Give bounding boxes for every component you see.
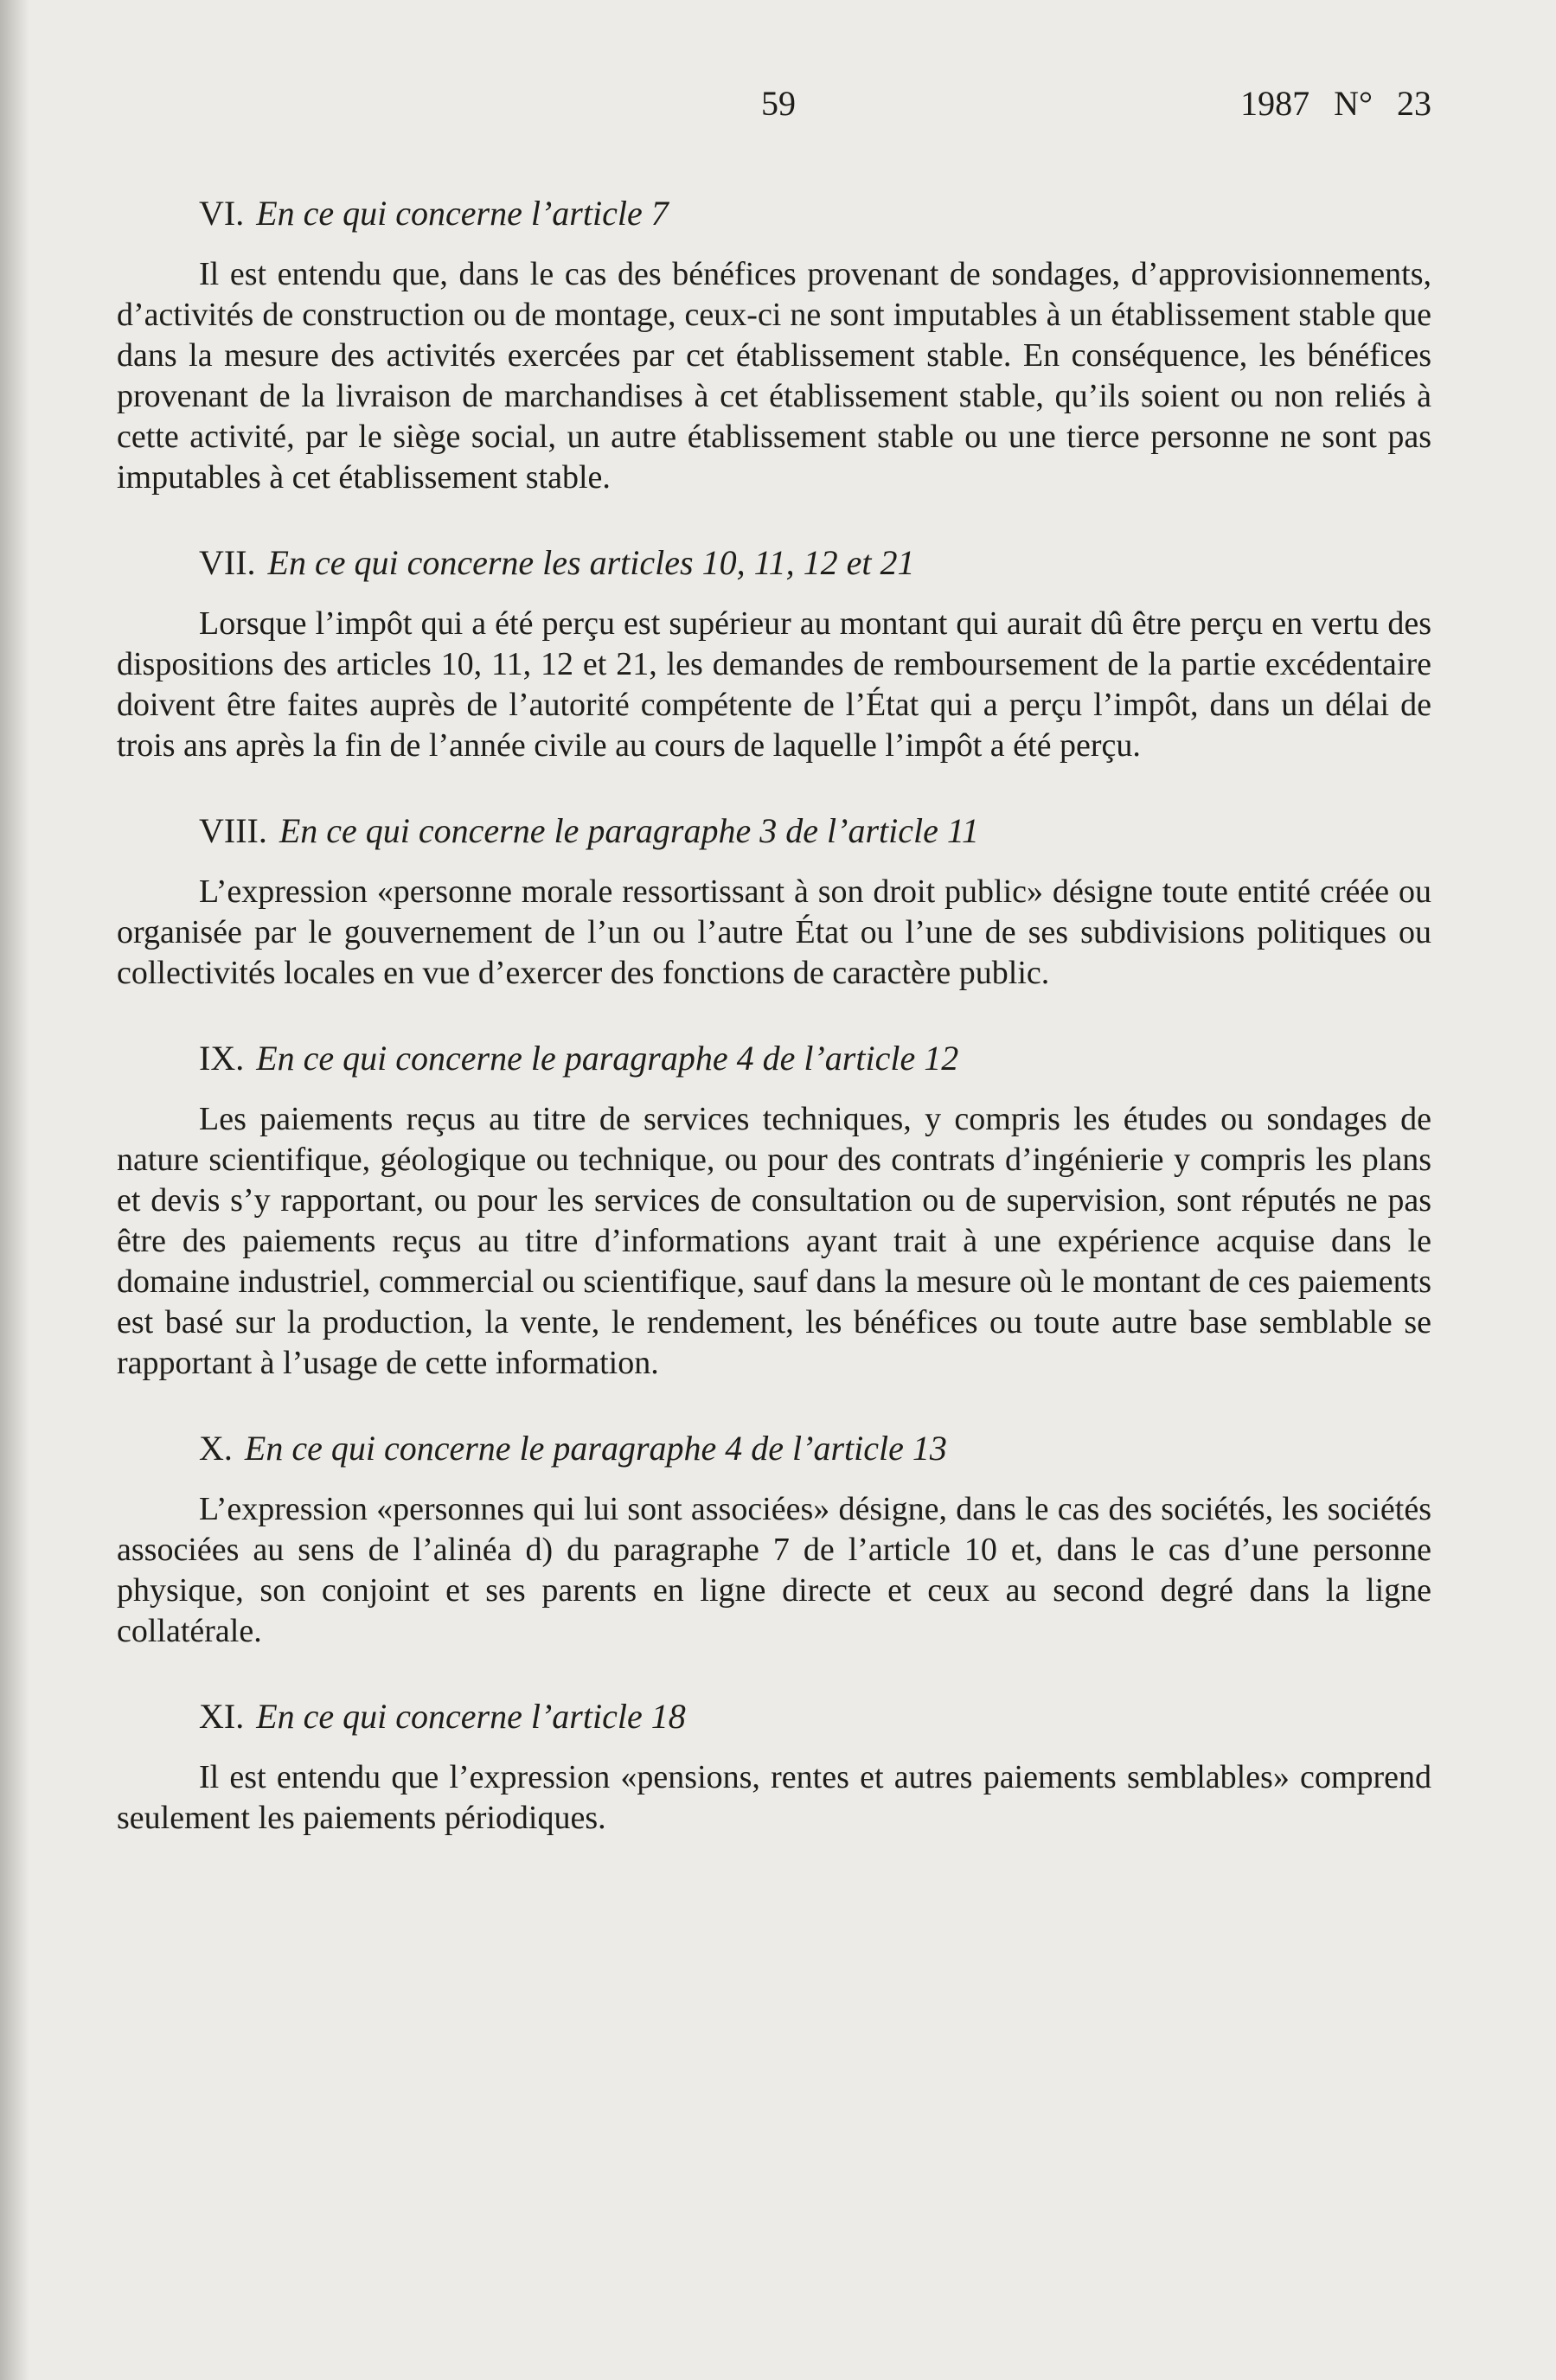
section-number: IX. xyxy=(199,1039,245,1078)
section-heading xyxy=(199,1695,1431,1738)
section-paragraph: Les paiements reçus au titre de services techniques, y compris les études ou sondages de nature scientifique, géologique ou technique, ou pour des contrats d’ingénierie y compris les plans et devis s’y rapportant, ou pour les services de consultation ou de supervision, sont réputés ne pas être des paiements reçus au titre d’informations ayant trait à une expérience acquise dans le domaine industriel, commercial ou scientifique, sauf dans la mesure où le montant de ces paiements est basé sur la production, la vente, le rendement, les bénéfices ou toute autre base semblable se rapportant à l’usage de cette information. xyxy=(117,1101,1431,1381)
page-number: 59 xyxy=(761,84,796,123)
section-number: XI. xyxy=(199,1697,245,1736)
section-paragraph: L’expression «personnes qui lui sont associées» désigne, dans le cas des sociétés, les sociétés associées au sens de l’alinéa d) du paragraphe 7 de l’article 10 et, dans le cas d’une personne physique, son conjoint et ses parents en ligne directe et ceux au second degré dans la ligne collatérale. xyxy=(117,1491,1431,1649)
section-heading xyxy=(199,541,1431,585)
section-paragraph: Il est entendu que l’expression «pensions, rentes et autres paiements semblables» comprend seulement les paiements périodiques. xyxy=(117,1759,1431,1836)
section-number: VI. xyxy=(199,194,245,233)
section-number: VIII. xyxy=(199,811,267,850)
section-paragraph: L’expression «personne morale ressortissant à son droit public» désigne toute entité créée ou organisée par le gouvernement de l’un ou l’autre État ou l’une de ses subdivisions politiques ou collectivités locales en vue d’exercer des fonctions de caractère public. xyxy=(117,873,1431,991)
section-heading xyxy=(199,809,1431,853)
section-ix xyxy=(117,1037,1431,1384)
section-number: X. xyxy=(199,1429,233,1468)
page-spine xyxy=(0,0,29,2380)
section-vii xyxy=(117,541,1431,766)
section-title: En ce qui concerne le paragraphe 4 de l’article 13 xyxy=(244,1429,947,1468)
section-number: VII. xyxy=(199,543,256,582)
section-vi xyxy=(117,192,1431,498)
section-title: En ce qui concerne l’article 18 xyxy=(256,1697,686,1736)
section-heading xyxy=(199,1427,1431,1470)
document-body xyxy=(117,192,1431,1882)
section-title: En ce qui concerne l’article 7 xyxy=(256,194,669,233)
section-title: En ce qui concerne le paragraphe 4 de l’article 12 xyxy=(256,1039,959,1078)
section-paragraph: Il est entendu que, dans le cas des bénéfices provenant de sondages, d’approvisionnements, d’activités de construction ou de montage, ceux-ci ne sont imputables à un établissement stable que dans la mesure des activités exercées par cet établissement stable. En conséquence, les bénéfices provenant de la livraison de marchandises à cet établissement stable, qu’ils soient ou non reliés à cette activité, par le siège social, un autre établissement stable ou une tierce personne ne sont pas imputables à cet établissement stable. xyxy=(117,256,1431,496)
section-heading xyxy=(199,1037,1431,1080)
section-xi xyxy=(117,1695,1431,1839)
section-x xyxy=(117,1427,1431,1652)
section-title: En ce qui concerne le paragraphe 3 de l’article 11 xyxy=(279,811,979,850)
section-paragraph: Lorsque l’impôt qui a été perçu est supérieur au montant qui aurait dû être perçu en vertu des dispositions des articles 10, 11, 12 et 21, les demandes de remboursement de la partie excédentaire doivent être faites auprès de l’autorité compétente de l’État qui a perçu l’impôt, dans un délai de trois ans après la fin de l’année civile au cours de laquelle l’impôt a été perçu. xyxy=(117,605,1431,764)
section-viii xyxy=(117,809,1431,994)
page-header xyxy=(117,83,1431,135)
document-reference: 1987 N° 23 xyxy=(1240,84,1431,123)
section-title: En ce qui concerne les articles 10, 11, 12 et 21 xyxy=(267,543,915,582)
section-heading xyxy=(199,192,1431,235)
